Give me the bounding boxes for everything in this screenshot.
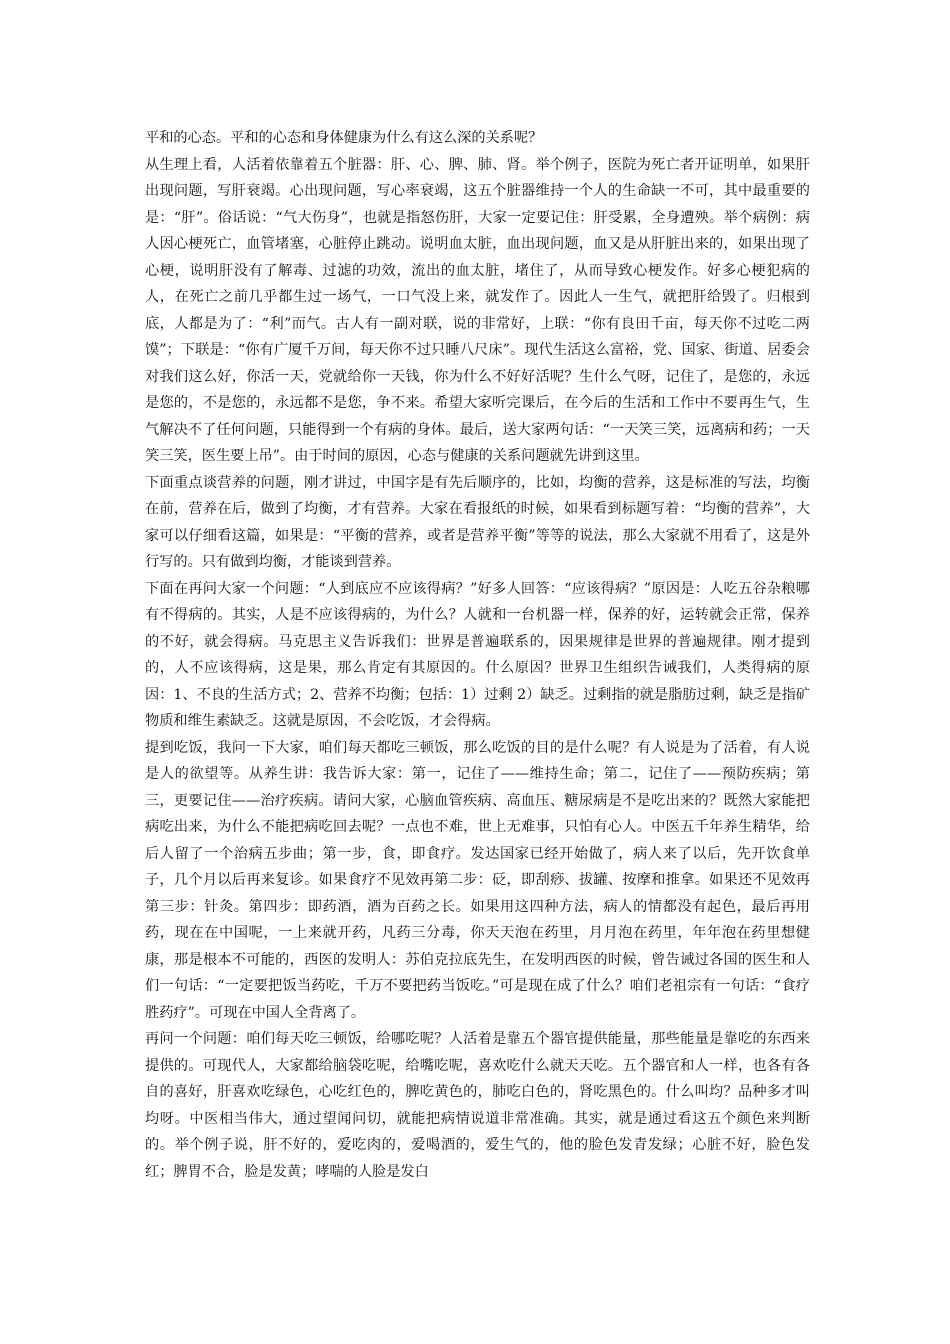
paragraph-eating-purpose: 提到吃饭，我问一下大家，咱们每天都吃三顿饭，那么吃饭的目的是什么呢？有人说是为了活着，有人说是人的欲望等。从养生讲：我告诉大家：第一，记住了——维持生命；第二，记住了——预防疾病；第三，更要记住——治疗疾病。请问大家，心脑血管疾病、高血压、糖尿病是不是吃出来的？既然大家能把病吃出来，为什么不能把病吃回去呢？一点也不难，世上无难事，只怕有心人。中医五千年养生精华，给后人留了一个治病五步曲；第一步，食，即食疗。发达国家已经开始做了，病人来了以后，先开饮食单子，几个月以后再来复诊。如果食疗不见效再第二步：砭，即刮痧、拔罐、按摩和推拿。如果还不见效再第三步：针灸。第四步：即药酒，酒为百药之长。如果用这四种方法，病人的情都没有起色，最后再用药，现在在中国呢，一上来就开药，凡药三分毒，你天天泡在药里，月月泡在药里，年年泡在药里想健康，那是根本不可能的，西医的发明人：苏伯克拉底先生，在发明西医的时候，曾告诫过各国的医生和人们一句话：“一定要把饭当药吃，千万不要把药当饭吃。”可是现在成了什么？咱们老祖宗有一句话：“食疗胜药疗”。可现在中国人全背离了。 [145, 739, 810, 1021]
document-page [145, 125, 810, 1185]
paragraph-intro: 平和的心态。平和的心态和身体健康为什么有这么深的关系呢？ [145, 130, 543, 146]
paragraph-illness: 下面在再问大家一个问题：“人到底应不应该得病？”好多人回答：“应该得病？”原因是：人吃五谷杂粮哪有不得病的。其实，人是不应该得病的，为什么？人就和一台机器一样，保养的好，运转就会正常，保养的不好，就会得病。马克思主义告诉我们：世界是普遍联系的，因果规律是世界的普遍规律。刚才提到的，人不应该得病，这是果，那么肯定有其原因的。什么原因？世界卫生组织告诫我们，人类得病的原因：1、不良的生活方式；2、营养不均衡；包括：1）过剩 2）缺乏。过剩指的就是脂肪过剩，缺乏是指矿物质和维生素缺乏。这就是原因，不会吃饭，才会得病。 [145, 580, 810, 729]
paragraph-nutrition: 下面重点谈营养的问题，刚才讲过，中国字是有先后顺序的，比如，均衡的营养，这是标准的写法，均衡在前，营养在后，做到了均衡，才有营养。大家在看报纸的时候，如果看到标题写着：“均衡的营养”，大家可以仔细看这篇，如果是：“平衡的营养，或者是营养平衡”等等的说法，那么大家就不用看了，这是外行写的。只有做到均衡，才能谈到营养。 [145, 474, 810, 570]
paragraph-physiology: 从生理上看，人活着依靠着五个脏器：肝、心、脾、肺、肾。举个例子，医院为死亡者开证明单，如果肝出现问题，写肝衰竭。心出现问题，写心率衰竭，这五个脏器维持一个人的生命缺一不可，其中最重要的是：“肝”。俗话说：“气大伤身”，也就是指怒伤肝，大家一定要记住：肝受累，全身遭殃。举个病例：病人因心梗死亡，血管堵塞，心脏停止跳动。说明血太脏，血出现问题，血又是从肝脏出来的，如果出现了心梗，说明肝没有了解毒、过滤的功效，流出的血太脏，堵住了，从而导致心梗发作。好多心梗犯病的人，在死亡之前几乎都生过一场气，一口气没上来，就发作了。因此人一生气，就把肝给毁了。归根到底，人都是为了：“利”而气。古人有一副对联，说的非常好，上联：“你有良田千亩，每天你不过吃二两馍”；下联是：“你有广厦千万间，每天你不过只睡八尺床”。现代生活这么富裕，党、国家、街道、居委会对我们这么好，你活一天，党就给你一天钱，你为什么不好好活呢？生什么气呀，记住了，是您的，永远是您的，不是您的，永远都不是您，争不来。希望大家听完课后，在今后的生活和工作中不要再生气，生气解决不了任何问题，只能得到一个有病的身体。最后，送大家两句话：“一天笑三笑，远离病和药；一天笑三笑，医生要上吊”。由于时间的原因，心态与健康的关系问题就先讲到这里。 [145, 156, 810, 464]
paragraph-five-organs: 再问一个问题：咱们每天吃三顿饭，给哪吃呢？人活着是靠五个器官提供能量，那些能量是靠吃的东西来提供的。可现代人，大家都给脑袋吃呢，给嘴吃呢，喜欢吃什么就天天吃。五个器官和人一样，也各有各自的喜好，肝喜欢吃绿色，心吃红色的，脾吃黄色的，肺吃白色的，肾吃黑色的。什么叫均？品种多才叫均呀。中医相当伟大，通过望闻问切，就能把病情说道非常准确。其实，就是通过看这五个颜色来判断的。举个例子说，肝不好的，爱吃肉的，爱喝酒的，爱生气的，他的脸色发青发绿；心脏不好，脸色发红；脾胃不合，脸是发黄；哮喘的人脸是发白 [145, 1031, 810, 1180]
